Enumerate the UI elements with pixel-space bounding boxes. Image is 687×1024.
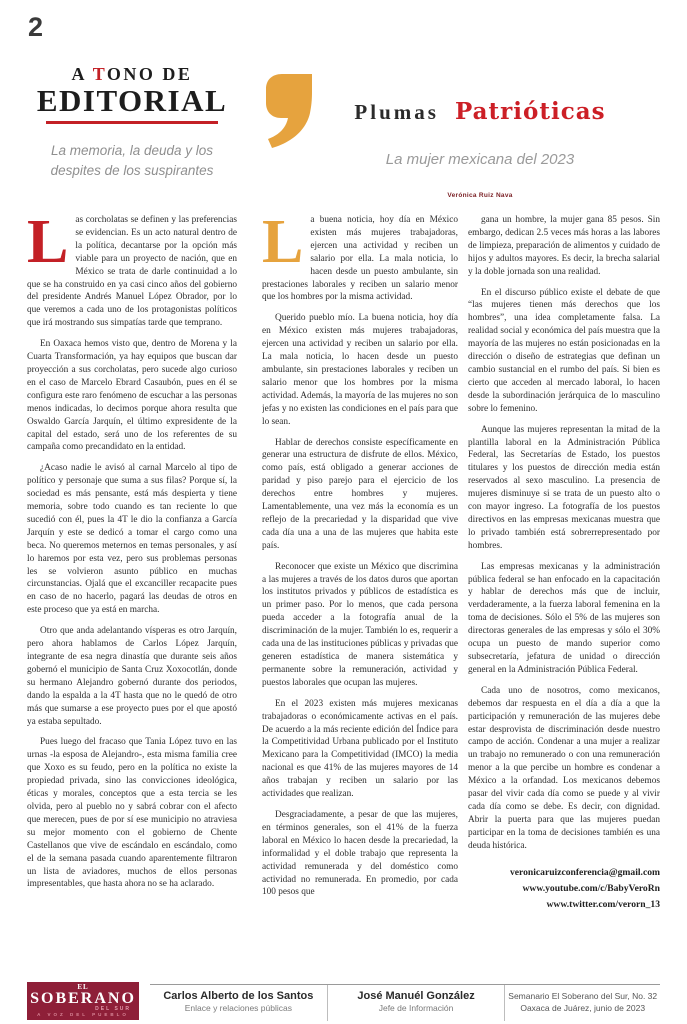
opinion-col1-paragraph-list bbox=[262, 312, 458, 899]
opinion-paragraph: gana un hombre, la mujer gana 85 pesos. Sin embargo, dedican 2.5 veces más horas a las labores de limpieza, preparación de alimentos y cuidado de hijos y adultos mayores. Es decir, la brecha salarial y la doble jornada son una realidad. bbox=[468, 215, 660, 277]
soberano-logo bbox=[27, 982, 139, 1020]
page-number: 2 bbox=[28, 12, 44, 42]
editorial-paragraph: ¿Acaso nadie le avisó al carnal Marcelo al tipo de político y personaje que suma a sus filas? Porque sí, la sociedad es más pensante, está más despierta y tiene memoria, sobre todo cuando es tan reciente lo que sucedió con él, pues la 4T le dio la confianza a García Jarquín y este se dedicó a tomar el cargo como una beca. No queremos meternos en temas personales, y así lo haremos por esta vez, pero sus problemas personas les se volvieron asunto público en muchas circunstancias. Ojalá que el excanciller recapacite pues en caso de no hacerlo, pagará las deudas de otros en este proceso que ya está en marcha. bbox=[27, 463, 237, 616]
opinion-paragraph: Las empresas mexicanas y la administración pública federal se han enfocado en la capacitación y hablar de derechos más que de incluir, verdaderamente, a la fuerza laboral femenina en la toma de decisiones. Sólo el 5% de las mujeres son directoras generales de las empresas y sólo el 30% ocupa un puesto de mando superior como subsecretaría, jefatura de unidad o dirección general en la Administración Pública Federal. bbox=[468, 561, 660, 675]
editorial-dropcap: L bbox=[27, 214, 69, 276]
opinion-author: Verónica Ruiz Nava bbox=[447, 192, 513, 199]
opinion-headline: La mujer mexicana del 2023 bbox=[385, 151, 575, 168]
footer-contact-2-role: Jefe de Información bbox=[378, 1003, 454, 1013]
editorial-rule bbox=[46, 121, 218, 124]
logo-slogan-text: A VOZ DEL PUEBLO bbox=[37, 1012, 129, 1017]
footer-contact-2 bbox=[327, 985, 505, 1021]
opinion-dropcap: L bbox=[262, 214, 304, 276]
masthead-red-letter: T bbox=[92, 64, 107, 84]
editorial-lead-text: as corcholatas se definen y las preferencias se evidencian. Es un acto natural dentro de la política, decantarse por la opción más viable para un proyecto de nación, que en México se trata de darle continuidad a lo que se ha construido en ya casi cinco años del gobierno del presidente Andrés Manuel López Obrador, por lo que veremos a cada uno de los protagonistas políticos que irá mostrando sus simpatías tarde que temprano. bbox=[27, 215, 237, 329]
opinion-section-prefix: Plumas bbox=[354, 100, 439, 124]
footer-issue-line1: Semanario El Soberano del Sur, No. 32 bbox=[508, 991, 658, 1001]
editorial-lead-paragraph bbox=[27, 214, 237, 330]
editorial-masthead bbox=[27, 64, 237, 180]
footer-contact-2-name: José Manuél González bbox=[357, 990, 475, 1002]
logo-el-text: EL bbox=[77, 983, 89, 991]
editorial-paragraph: Pues luego del fracaso que Tania López tuvo en las urnas -la esposa de Alejandro-, esta misma familia cree que Xoxo es su feudo, pero en la política no existe la propiedad privada, sino las convicciones ideológica, éticas y morales, conceptos que a esta tercia se les olvida, pero al pueblo no y sabrá cobrar con el afecto que merecen, pues de por sí ese municipio no atraviesa su mejor momento con el gobierno de Chente Castellanos que vive de escándalo en escándalo, como el de la semana pasada cuando aparentemente filtraron un lista de aviadores, muchos de ellos personas impresentables, que hasta ahora no se ha aclarado. bbox=[27, 737, 237, 890]
opinion-paragraph: En el 2023 existen más mujeres mexicanas trabajadoras o económicamente activas en el país. De acuerdo a la más reciente edición del Índice para la Competitividad Urbana publicado por el Instituto Mexicano para la Competitividad (IMCO) la media nacional es que 41% de las mujeres mayores de 14 años trabajan y reciben un salario por las actividades que realizan. bbox=[262, 698, 458, 800]
opinion-paragraph: Hablar de derechos consiste específicamente en generar una estructura de disfrute de ellos. México, como país, está obligado a generar acciones de paridad y piso parejo para el ejercicio de los derechos entre hombres y mujeres. Lamentablemente, una vez más la economía es un reflejo de la precariedad y la disparidad que vive cada día una a una de las mujeres que habita este país. bbox=[262, 437, 458, 551]
contact-line: www.twitter.com/verorn_13 bbox=[546, 898, 660, 910]
opinion-paragraph: En el discurso público existe el debate de que “las mujeres tienen más derechos que los hombres”, una idea completamente falsa. La realidad social y económica del país muestra que la mayoría de las mujeres no están posicionadas en la dirección o diseño de estrategias que definan un cambio sustancial en el rumbo del país. Si bien es cierto que acceden al mercado laboral, lo hacen desde la subordinación jerárquica de lo masculino sobre lo femenino. bbox=[468, 287, 660, 414]
footer-contact-1-name: Carlos Alberto de los Santos bbox=[163, 990, 314, 1002]
footer-contact-1-role: Enlace y relaciones públicas bbox=[184, 1003, 292, 1013]
masthead-rest: ONO DE bbox=[106, 64, 193, 84]
opinion-paragraph: Desgraciadamente, a pesar de que las mujeres, en términos generales, son el 41% de la fuerza laboral en México lo hacen desde la precariedad, la informalidad y el doble trabajo que representa la actividad remunerada y del doméstico como actividad no remunerada. En promedio, por cada 100 pesos que bbox=[262, 809, 458, 898]
editorial-column bbox=[27, 214, 237, 978]
editorial-masthead-line1 bbox=[27, 64, 237, 84]
masthead-prefix: A bbox=[71, 64, 93, 84]
opinion-column-2 bbox=[468, 214, 660, 950]
editorial-subtitle: La memoria, la deuda y los despites de los suspirantes bbox=[50, 143, 214, 178]
opinion-paragraph: Reconocer que existe un México que discrimina a las mujeres a través de los datos duros que aportan los institutos privados y públicos de estadística es un primer paso. Por lo menos, que cada persona pueda acceder a la fotografía anual de la discriminación de la mujer. También lo es, requerir a cada una de las instituciones públicas y privadas que generen estadística de manera sistemática y permanente sobre la remuneración, actividad y puestos laborales que ocupan las mujeres. bbox=[262, 561, 458, 688]
footer-issue-info bbox=[504, 985, 660, 1021]
footer-credits-bar bbox=[150, 984, 660, 1021]
opinion-section-title bbox=[300, 98, 660, 125]
opinion-col2-paragraph-list bbox=[468, 214, 660, 853]
editorial-paragraph-list bbox=[27, 338, 237, 891]
editorial-paragraph: Otro que anda adelantando vísperas es otro Jarquín, pero ahora hablamos de Carlos López Jarquín, integrante de esa negra dinastía que durante seis años gobernó el municipio de Santa Cruz Xoxocotlán, donde su hermano Alejandro gobernó durante dos periodos, dando la espalda a la 4T hasta que no le quedó de otro más que sumarse a ese proyecto pues por el que apostó ya estaba sepultado. bbox=[27, 626, 237, 727]
opinion-column-1 bbox=[262, 214, 458, 956]
opinion-lead-text: a buena noticia, hoy día en México existen más mujeres trabajadoras, ejercen una actividad y reciben un salario por ella. La mala noticia, lo hacen desde un puesto ambulante, sin prestaciones laborales y reciben un salario menor que los hombres por la misma actividad. bbox=[262, 215, 458, 303]
opinion-paragraph: Aunque las mujeres representan la mitad de la plantilla laboral en la Administración Pública Federal, las Secretarías de Estado, los puestos titulares y los puestos de dirección media están reservados al sexo masculino. La presencia de mujeres disminuye si se trata de un puesto alto o con mayor ingreso. La fotografía de los puestos directivos en las empresas mexicanas muestra que lo privado también está sobrerrepresentado por hombres. bbox=[468, 424, 660, 551]
contact-line: veronicaruizconferencia@gmail.com bbox=[509, 866, 660, 878]
editorial-title: EDITORIAL bbox=[36, 83, 228, 118]
author-contact-block bbox=[468, 865, 660, 913]
opinion-section-name: Patrióticas bbox=[454, 98, 606, 125]
opinion-lead-paragraph bbox=[262, 214, 458, 304]
opinion-header bbox=[300, 98, 660, 199]
opinion-paragraph: Querido pueblo mío. La buena noticia, hoy día en México existen más mujeres trabajadoras, ejercen una actividad y reciben un salario por ella. La mala noticia, lo hacen desde un puesto ambulante, sin prestaciones laborales y reciben un salario menor que los hombres por la misma actividad. Además, la mayoría de las mujeres no son jefas y no existen las condiciones en el país para que lo sean. bbox=[262, 313, 458, 427]
opinion-paragraph: Cada uno de nosotros, como mexicanos, debemos dar respuesta en el día a día a que la participación y remuneración de las mujeres debe estar desprovista de discriminación desde nuestro campo de acción. Condenar a una mujer a realizar un trabajo no remunerado o con una remuneración menor a la que percibe un hombre es condenar a México a la orfandad. Los mexicanos debemos pasar del vivir cada día como se puede y al vivir cada día como se debe. Es decir, con dignidad. Abrir la puerta para que las mujeres puedan participar en la toma de decisiones también es una deuda histórica. bbox=[468, 685, 660, 851]
editorial-paragraph: En Oaxaca hemos visto que, dentro de Morena y la Cuarta Transformación, ya hay equipos que buscan dar proyección a sus corcholatas, pero sucede algo curioso en el caso de Marcelo Ebrard Casaubón, pues en él se configura este raro fenómeno de escuchar a las personas menos indicadas, lo decimos porque ahora resulta que Oswaldo García Jarquín, el último expresidente de la capital del estado, será uno de los referentes de su campaña como precandidato en la entidad. bbox=[27, 339, 237, 453]
logo-delsur-text: DEL SUR bbox=[95, 1006, 131, 1012]
contact-line: www.youtube.com/c/BabyVeroRn bbox=[522, 882, 660, 894]
footer-contact-1 bbox=[150, 985, 327, 1021]
footer-issue-line2: Oaxaca de Juárez, junio de 2023 bbox=[520, 1002, 646, 1013]
logo-main-text: SOBERANO bbox=[30, 990, 136, 1007]
